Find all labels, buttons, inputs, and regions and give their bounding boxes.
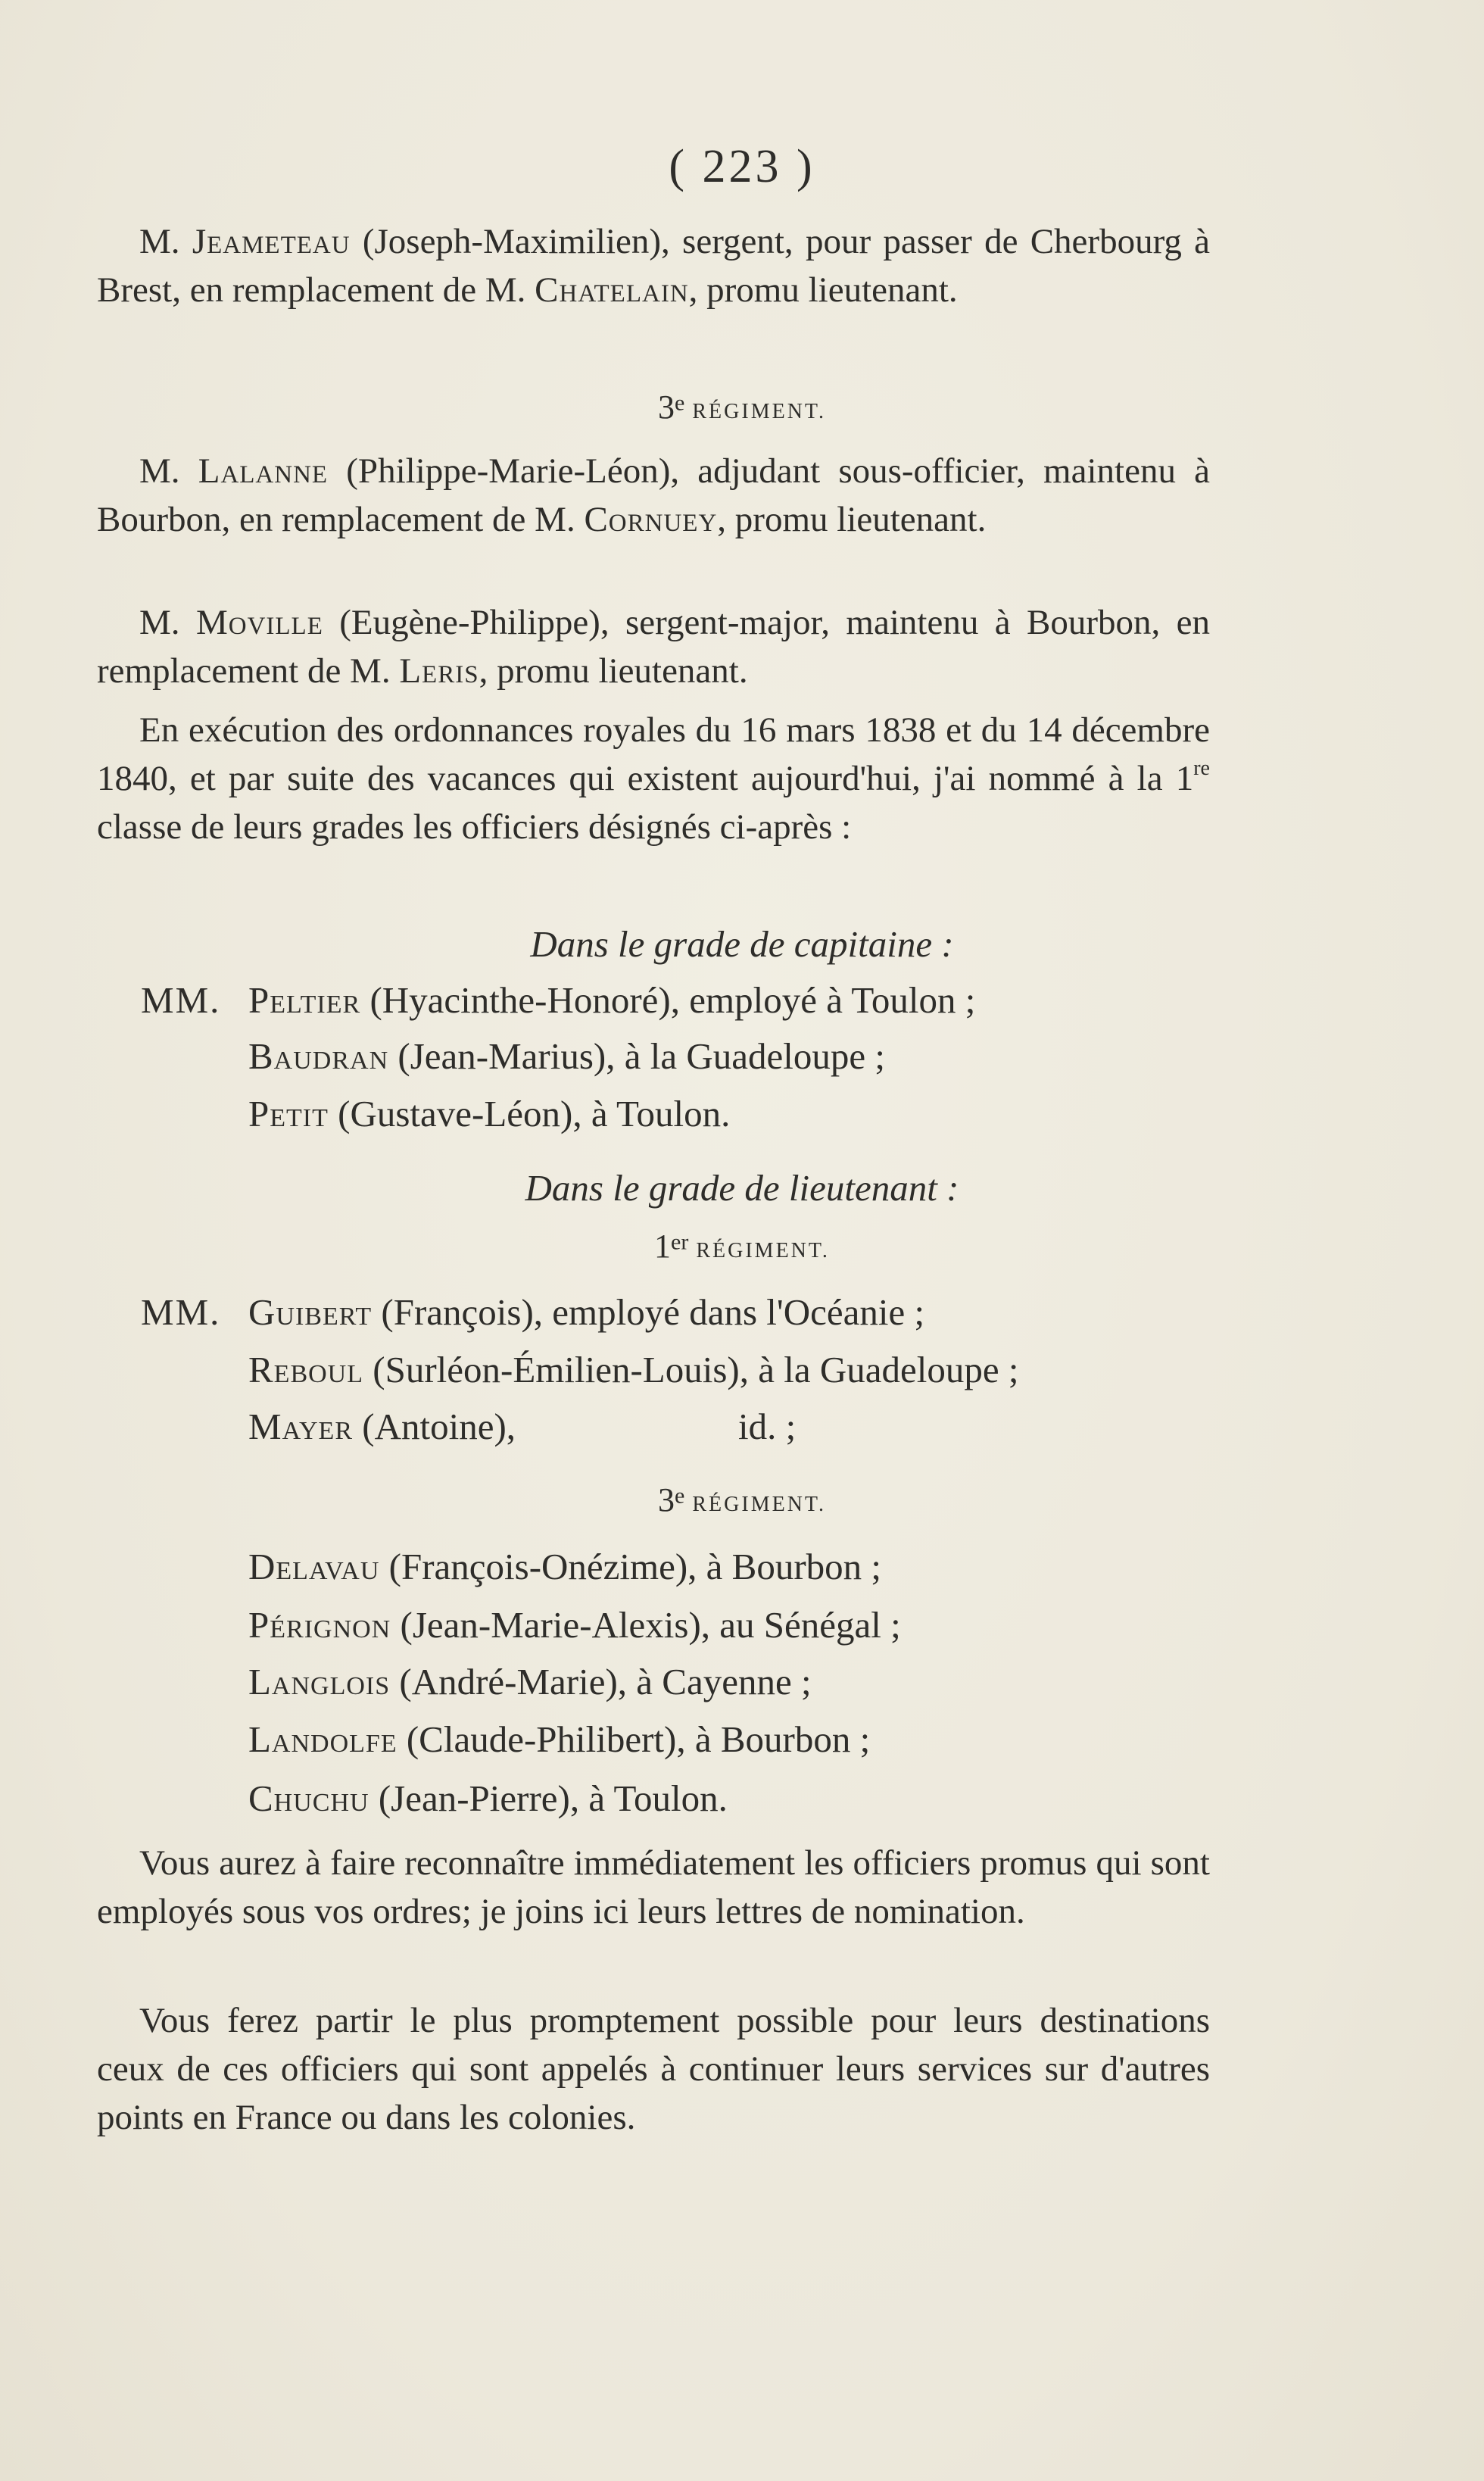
- list-item: [248, 1405, 516, 1448]
- list-item: [248, 978, 975, 1022]
- mm-label: MM.: [141, 1291, 221, 1333]
- list-item: [248, 1660, 812, 1703]
- prefix: M.: [139, 603, 196, 642]
- paragraph-text: (Philippe-Marie-Léon), adjudant sous-officier, maintenu à Bourbon, en remplacement de M.: [97, 451, 1210, 539]
- paragraph-text-continued: classe de leurs grades les officiers désignés ci-après :: [97, 807, 852, 847]
- subheading-lieutenant: Dans le grade de lieutenant :: [525, 1167, 959, 1209]
- officer-details: (Surléon-Émilien-Louis), à la Guadeloupe ;: [363, 1349, 1019, 1390]
- paragraph-moville: [97, 598, 1210, 695]
- paragraph-jeameteau: [97, 217, 1210, 314]
- officer-name: Reboul: [248, 1349, 364, 1390]
- officer-name: Landolfe: [248, 1718, 398, 1760]
- officer-name: Chuchu: [248, 1777, 369, 1819]
- officer-details: (François-Onézime), à Bourbon ;: [379, 1546, 882, 1587]
- paragraph-reconnaitre: [97, 1839, 1210, 1936]
- regiment-label: RÉGIMENT.: [692, 400, 826, 423]
- officer-name: Peltier: [248, 979, 361, 1021]
- officer-name: Jeameteau: [192, 222, 351, 261]
- paragraph-text: (Joseph-Maximilien), sergent, pour passer de Cherbourg à Brest, en remplacement de M.: [97, 222, 1210, 310]
- officer-details: (Jean-Marie-Alexis), au Sénégal ;: [391, 1604, 901, 1646]
- regiment-number: 3: [658, 1481, 675, 1518]
- prefix: M.: [139, 222, 192, 261]
- officer-details: (Claude-Philibert), à Bourbon ;: [397, 1718, 871, 1760]
- regiment-heading: [0, 1481, 1484, 1519]
- officer-name: Pérignon: [248, 1604, 391, 1646]
- regiment-label: RÉGIMENT.: [696, 1239, 830, 1262]
- officer-details: (Antoine),: [353, 1406, 516, 1447]
- list-item: [248, 1290, 924, 1334]
- regiment-number: 3: [658, 389, 675, 426]
- regiment-number: 1: [654, 1228, 672, 1265]
- paragraph-ordonnances: [97, 706, 1210, 851]
- prefix: M.: [139, 451, 198, 491]
- replaced-officer-name: Chatelain: [535, 270, 689, 310]
- regiment-heading: [0, 1227, 1484, 1265]
- officer-name: Guibert: [248, 1291, 373, 1333]
- regiment-heading: [0, 388, 1484, 426]
- replaced-officer-name: Leris: [399, 651, 479, 691]
- list-item: [248, 1777, 728, 1820]
- officer-details: (Hyacinthe-Honoré), employé à Toulon ;: [360, 979, 976, 1021]
- list-item: [248, 1545, 881, 1588]
- paragraph-text: En exécution des ordonnances royales du 16 mars 1838 et du 14 décembre 1840, et par suite des vacances qui existent aujourd'hui, j'ai nommé à la 1: [97, 710, 1210, 798]
- officer-name: Baudran: [248, 1035, 389, 1077]
- list-item: [248, 1348, 1018, 1391]
- list-item: [248, 1035, 885, 1078]
- paragraph-partir: [97, 1996, 1210, 2142]
- subheading-capitaine: Dans le grade de capitaine :: [530, 923, 954, 965]
- list-item: [248, 1718, 870, 1761]
- paragraph-end: , promu lieutenant.: [479, 651, 748, 691]
- officer-details: (Jean-Pierre), à Toulon.: [369, 1777, 728, 1819]
- paragraph-end: , promu lieutenant.: [688, 270, 958, 310]
- regiment-ordinal: e: [675, 1483, 685, 1509]
- officer-details: (François), employé dans l'Océanie ;: [372, 1291, 925, 1333]
- officer-name: Moville: [195, 603, 323, 642]
- mm-label: MM.: [141, 979, 221, 1021]
- page-number: ( 223 ): [669, 141, 815, 192]
- paragraph-lalanne: [97, 447, 1210, 544]
- regiment-ordinal: e: [675, 390, 685, 416]
- paragraph-text: Vous aurez à faire reconnaître immédiatement les officiers promus qui sont employés sous vos ordres; je joins ici leurs lettres de nomination.: [97, 1843, 1210, 1931]
- officer-name: Langlois: [248, 1661, 391, 1702]
- officer-details: (André-Marie), à Cayenne ;: [390, 1661, 812, 1702]
- paragraph-end: , promu lieutenant.: [717, 500, 987, 539]
- regiment-label: RÉGIMENT.: [692, 1493, 826, 1516]
- paragraph-text: Vous ferez partir le plus promptement possible pour leurs destinations ceux de ces officiers qui sont appelés à continuer leurs services sur d'autres points en France ou dans les colonies.: [97, 2001, 1210, 2137]
- paragraph-text: (Eugène-Philippe), sergent-major, maintenu à Bourbon, en remplacement de M.: [97, 603, 1210, 691]
- officer-name: Mayer: [248, 1406, 354, 1447]
- list-item: [248, 1603, 901, 1646]
- officer-details: (Gustave-Léon), à Toulon.: [328, 1093, 731, 1134]
- regiment-ordinal: er: [671, 1229, 689, 1255]
- list-item: [248, 1092, 730, 1135]
- officer-name: Lalanne: [198, 451, 329, 491]
- officer-details: (Jean-Marius), à la Guadeloupe ;: [388, 1035, 885, 1077]
- officer-name: Petit: [248, 1093, 329, 1134]
- ordinal-suffix: re: [1193, 757, 1210, 780]
- officer-name: Delavau: [248, 1546, 380, 1587]
- idem-mark: id. ;: [738, 1406, 797, 1447]
- replaced-officer-name: Cornuey: [584, 500, 718, 539]
